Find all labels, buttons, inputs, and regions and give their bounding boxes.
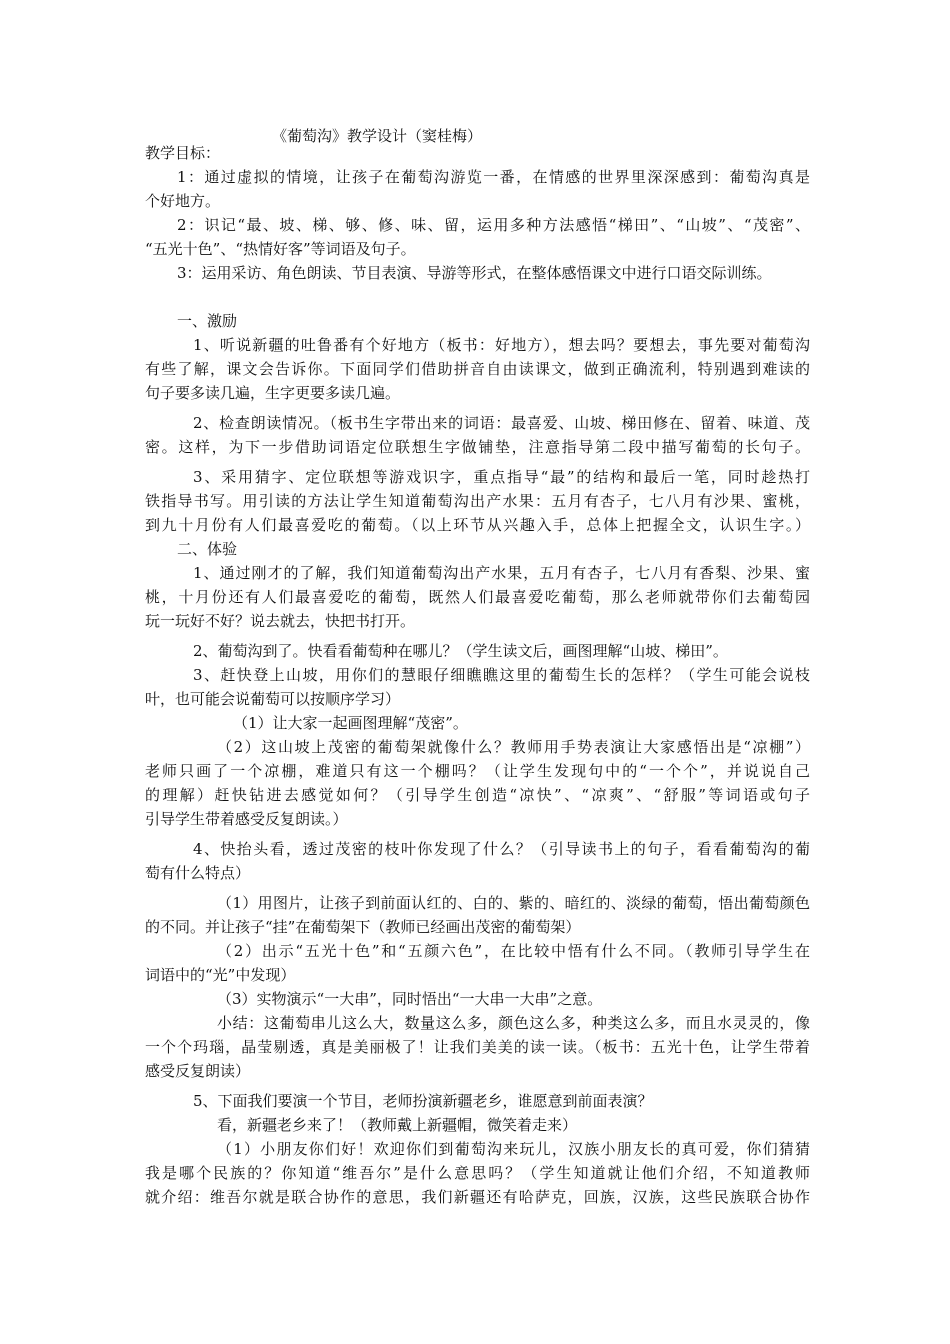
text-line: 感受反复朗读） [145, 1062, 251, 1080]
text-line: 教学目标： [145, 144, 221, 162]
text-line: 萄有什么特点） [145, 864, 251, 882]
text-line: （2）这山坡上茂密的葡萄架就像什么？教师用手势表演让大家感悟出是“凉棚”） [217, 738, 810, 756]
text-line: 2：识记“最、坡、梯、够、修、味、留，运用多种方法感悟“梯田”、“山坡”、“茂密”、 [177, 216, 810, 234]
text-line: （2）出示“五光十色”和“五颜六色”，在比较中悟有什么不同。（教师引导学生在 [217, 942, 810, 960]
text-line: 一、激励 [177, 312, 238, 330]
text-line: 1、听说新疆的吐鲁番有个好地方（板书：好地方），想去吗？要想去，事先要对葡萄沟 [193, 336, 810, 354]
text-line: 4、快抬头看，透过茂密的枝叶你发现了什么？（引导读书上的句子，看看葡萄沟的葡 [193, 840, 810, 858]
text-line: 小结：这葡萄串儿这么大，数量这么多，颜色这么多，种类这么多，而且水灵灵的，像 [217, 1014, 810, 1032]
text-line: （3）实物演示“一大串”，同时悟出“一大串一大串”之意。 [217, 990, 603, 1008]
text-line: 1：通过虚拟的情境，让孩子在葡萄沟游览一番，在情感的世界里深深感到：葡萄沟真是 [177, 168, 810, 186]
text-line: 一个个玛瑙，晶莹剔透，真是美丽极了！让我们美美的读一读。（板书：五光十色，让学生带着 [145, 1038, 810, 1056]
text-line: 3：运用采访、角色朗读、节目表演、导游等形式，在整体感悟课文中进行口语交际训练。 [177, 264, 772, 282]
text-line: 的不同。并让孩子“挂”在葡萄架下（教师已经画出茂密的葡萄架） [145, 918, 581, 936]
text-line: 词语中的“光”中发现） [145, 966, 296, 984]
text-line: 桃，十月份还有人们最喜爱吃的葡萄，既然人们最喜爱吃葡萄，那么老师就带你们去葡萄园 [145, 588, 810, 606]
text-line: （1）让大家一起画图理解“茂密”。 [233, 714, 468, 732]
text-line: “五光十色”、“热情好客”等词语及句子。 [145, 240, 416, 258]
text-line: 铁指导书写。用引读的方法让学生知道葡萄沟出产水果：五月有杏子，七八月有沙果、蜜桃， [145, 492, 810, 510]
text-line: 3、赶快登上山坡，用你们的慧眼仔细瞧瞧这里的葡萄生长的怎样？（学生可能会说枝 [193, 666, 810, 684]
text-line: （1）小朋友你们好！欢迎你们到葡萄沟来玩儿，汉族小朋友长的真可爱，你们猜猜 [217, 1140, 810, 1158]
text-line: 玩一玩好不好？说去就去，快把书打开。 [145, 612, 416, 630]
text-line: 到九十月份有人们最喜爱吃的葡萄。（以上环节从兴趣入手，总体上把握全文，认识生字。） [145, 516, 810, 534]
text-line: 叶，也可能会说葡萄可以按顺序学习） [145, 690, 401, 708]
text-line: 3、采用猜字、定位联想等游戏识字，重点指导“最”的结构和最后一笔，同时趁热打 [193, 468, 810, 486]
text-line: 我是哪个民族的？你知道“维吾尔”是什么意思吗？（学生知道就让他们介绍，不知道教师 [145, 1164, 810, 1182]
text-line: 5、下面我们要演一个节目，老师扮演新疆老乡，谁愿意到前面表演？ [193, 1092, 653, 1110]
text-line: 就介绍：维吾尔就是联合协作的意思，我们新疆还有哈萨克，回族，汉族，这些民族联合协作 [145, 1188, 810, 1206]
text-line: 1、通过刚才的了解，我们知道葡萄沟出产水果，五月有杏子，七八月有香梨、沙果、蜜 [193, 564, 810, 582]
text-line: （1）用图片，让孩子到前面认红的、白的、紫的、暗红的、淡绿的葡萄，悟出葡萄颜色 [217, 894, 810, 912]
text-line: 老师只画了一个凉棚，难道只有这一个棚吗？（让学生发现句中的“一个个”，并说说自己 [145, 762, 810, 780]
document-title: 《葡萄沟》教学设计（窦桂梅） [272, 127, 483, 145]
text-line: 2、检查朗读情况。（板书生字带出来的词语：最喜爱、山坡、梯田修在、留着、味道、茂 [193, 414, 810, 432]
text-line: 句子要多读几遍，生字更要多读几遍。 [145, 384, 401, 402]
text-line: 引导学生带着感受反复朗读。） [145, 810, 348, 828]
text-line: 有些了解，课文会告诉你。下面同学们借助拼音自由读课文，做到正确流利，特别遇到难读的 [145, 360, 810, 378]
text-line: 2、葡萄沟到了。快看看葡萄种在哪儿？（学生读文后，画图理解“山坡、梯田”。 [193, 642, 728, 660]
text-line: 看，新疆老乡来了！（教师戴上新疆帽，微笑着走来） [217, 1116, 578, 1134]
text-line: 的理解）赶快钻进去感觉如何？（引导学生创造“凉快”、“凉爽”、“舒服”等词语或句子 [145, 786, 810, 804]
text-line: 密。这样，为下一步借助词语定位联想生字做铺垫，注意指导第二段中描写葡萄的长句子。 [145, 438, 810, 456]
text-line: 个好地方。 [145, 192, 221, 210]
text-line: 二、体验 [177, 540, 238, 558]
